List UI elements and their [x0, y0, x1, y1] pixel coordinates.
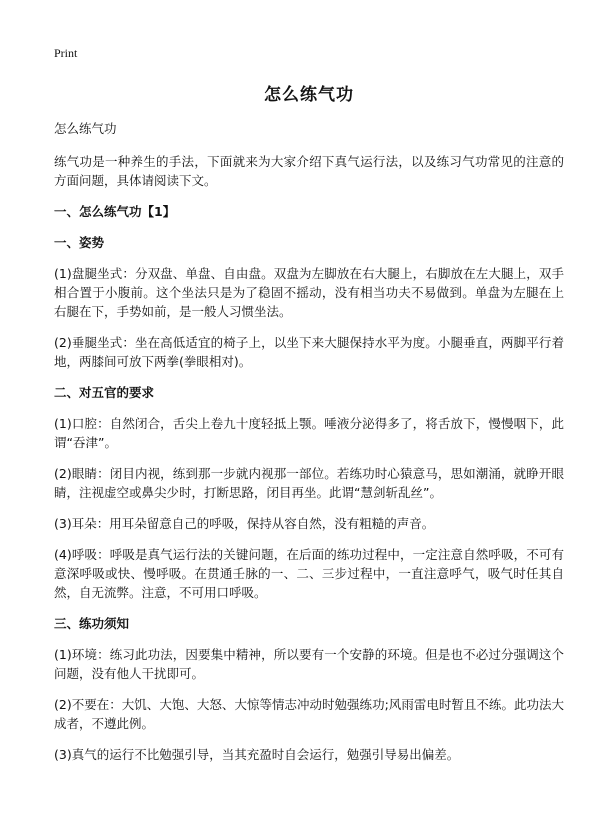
senses-item: (4)呼吸：呼吸是真气运行法的关键问题，在后面的练功过程中，一定注意自然呼吸，不可有意深呼吸或快、慢呼吸。在贯通壬脉的一、二、三步过程中，一直注意呼气，吸气时任其自然，自无流弊。注意，不可用口呼吸。: [54, 547, 564, 600]
posture-item: (2)垂腿坐式：坐在高低适宜的椅子上，以坐下来大腿保持水平为度。小腿垂直，两脚平行着地，两膝间可放下两拳(拳眼相对)。: [54, 335, 564, 369]
section-heading-posture: 一、姿势: [54, 235, 105, 250]
article-body: [54, 119, 564, 776]
notes-item: (2)不要在：大饥、大饱、大怒、大惊等情志冲动时勉强练功;风雨雷电时暂且不练。此功法大成者，不遵此例。: [54, 697, 564, 731]
notes-item: (1)环境：练习此功法，因要集中精神，所以要有一个安静的环境。但是也不必过分强调这个问题，没有他人干扰即可。: [54, 647, 564, 681]
section-heading-main: 一、怎么练气功【1】: [54, 204, 176, 219]
section-heading-notes: 三、练功须知: [54, 616, 130, 631]
posture-item: (1)盘腿坐式：分双盘、单盘、自由盘。双盘为左脚放在右大腿上，右脚放在左大腿上，双手相合置于小腹前。这个坐法只是为了稳固不摇动，没有相当功夫不易做到。单盘为左腿在上右腿在下，手势如前，是一般人习惯坐法。: [54, 266, 564, 319]
page-title: 怎么练气功: [264, 85, 354, 105]
article-subtitle: 怎么练气功: [54, 121, 117, 136]
intro-paragraph: 练气功是一种养生的手法，下面就来为大家介绍下真气运行法，以及练习气功常见的注意的方面问题，具体请阅读下文。: [54, 154, 564, 188]
senses-item: (3)耳朵：用耳朵留意自己的呼吸，保持从容自然，没有粗糙的声音。: [54, 516, 435, 531]
senses-item: (1)口腔：自然闭合，舌尖上卷九十度轻抵上颚。唾液分泌得多了，将舌放下，慢慢咽下，此谓“吞津”。: [54, 416, 564, 450]
print-link[interactable]: Print: [54, 46, 78, 60]
notes-item: (3)真气的运行不比勉强引导，当其充盈时自会运行，勉强引导易出偏差。: [54, 747, 460, 762]
senses-item: (2)眼睛：闭目内视，练到那一步就内视那一部位。若练功时心猿意马，思如潮涌，就睁开眼睛，注视虚空或鼻尖少时，打断思路，闭目再坐。此谓“慧剑斩乱丝”。: [54, 466, 564, 500]
section-heading-senses: 二、对五官的要求: [54, 385, 155, 400]
